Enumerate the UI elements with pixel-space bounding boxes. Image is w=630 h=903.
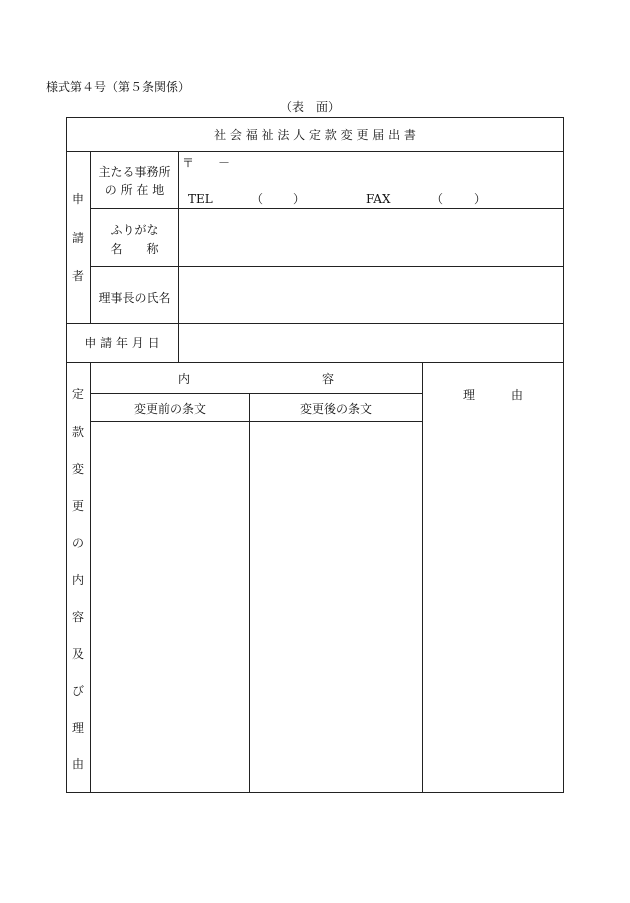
before-label: 変更前の条文 [133, 402, 206, 416]
date-field[interactable] [179, 324, 563, 362]
after-label: 変更後の条文 [299, 402, 372, 416]
change-char: 変 [71, 462, 84, 476]
change-char: の [71, 536, 84, 550]
applicant-char: 者 [71, 269, 84, 283]
change-char: 理 [71, 721, 84, 735]
furigana-label: ふりがな [110, 223, 159, 237]
side-label: （表 面） [280, 100, 341, 114]
fax-close-paren: ） [474, 192, 487, 206]
office-address-field[interactable] [179, 152, 563, 208]
reason-label: 理 由 [462, 388, 523, 402]
change-char: 由 [71, 757, 84, 771]
change-char: 款 [71, 425, 84, 439]
content-label-left: 内 [178, 372, 191, 386]
change-char: 更 [71, 499, 84, 513]
postal-dash: － [218, 156, 231, 170]
change-char: 容 [71, 610, 84, 624]
fax-label: FAX [366, 192, 391, 206]
director-label: 理事長の氏名 [98, 291, 171, 305]
fax-open-paren: （ [431, 192, 444, 206]
office-label-line2: の 所 在 地 [104, 183, 165, 197]
applicant-char: 請 [71, 231, 84, 245]
change-char: 定 [71, 387, 84, 401]
reason-text-area[interactable] [423, 422, 563, 792]
content-label-right: 容 [322, 372, 335, 386]
applicant-char: 申 [71, 192, 84, 206]
form-number: 様式第４号（第５条関係） [46, 80, 191, 94]
postal-mark: 〒 [182, 156, 195, 170]
form-title: 社 会 福 祉 法 人 定 款 変 更 届 出 書 [214, 128, 416, 142]
date-label: 申 請 年 月 日 [84, 336, 160, 350]
tel-open-paren: （ [251, 192, 264, 206]
change-char: 内 [71, 573, 84, 587]
name-field[interactable] [179, 209, 563, 266]
before-text-area[interactable] [91, 422, 249, 792]
after-text-area[interactable] [250, 422, 422, 792]
tel-close-paren: ） [293, 192, 306, 206]
tel-label: TEL [188, 192, 213, 206]
change-char: 及 [71, 647, 84, 661]
change-char: び [71, 684, 84, 698]
name-label: 名 称 [110, 242, 159, 256]
director-field[interactable] [179, 267, 563, 323]
office-label-line1: 主たる事務所 [98, 165, 171, 179]
